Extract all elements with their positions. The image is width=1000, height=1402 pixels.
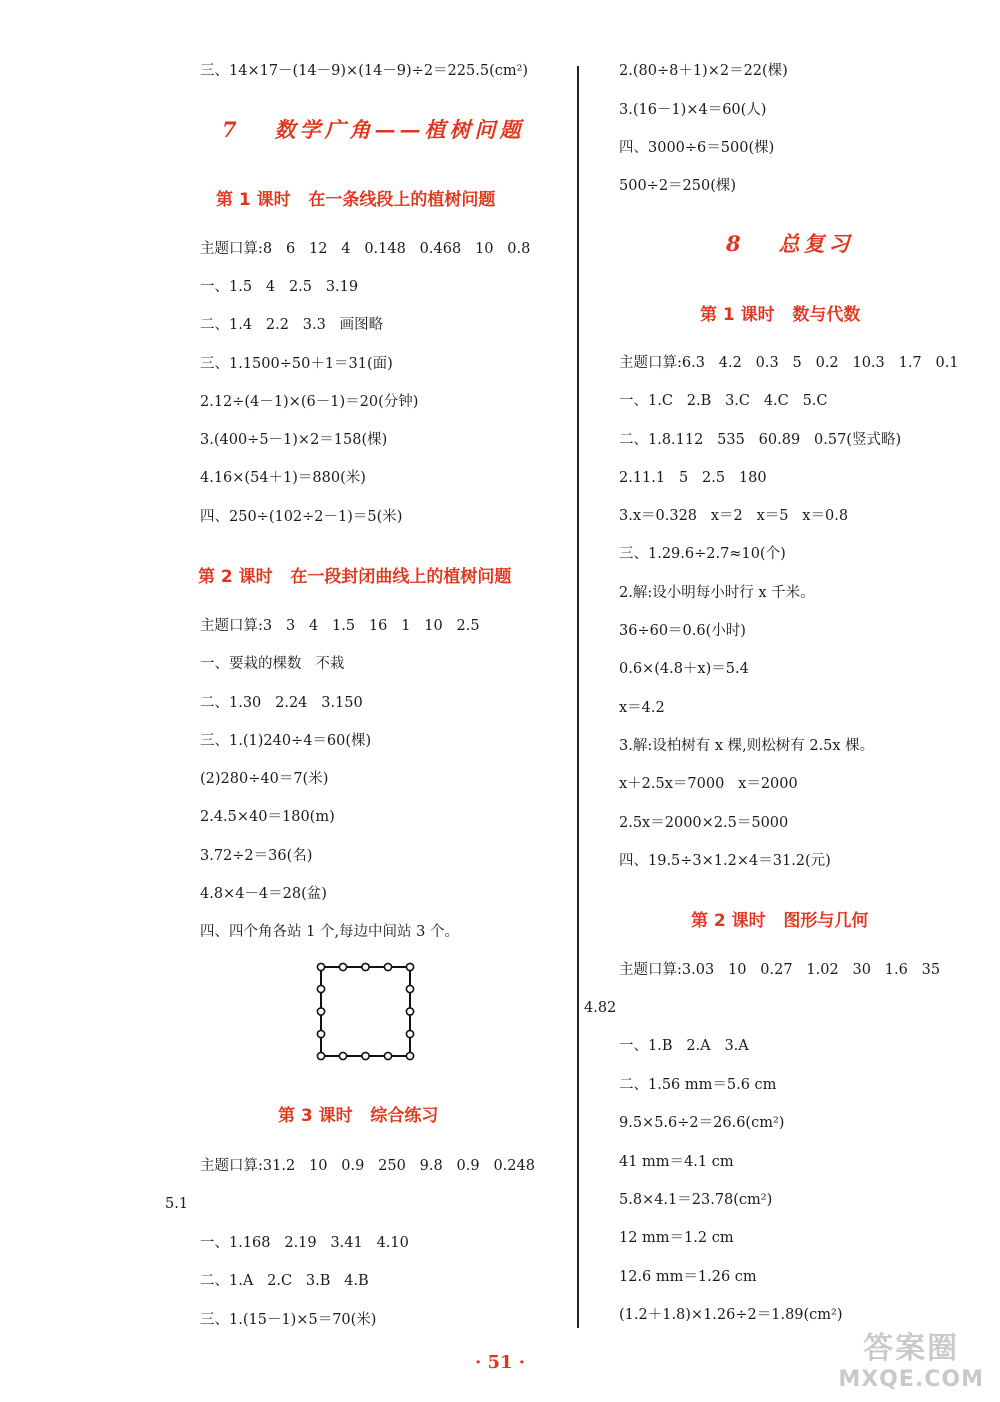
answer-line: 三、1.(1)240÷4＝60(棵) [200,733,372,749]
answer-line: 12.6 mm＝1.26 cm [619,1269,757,1285]
tree-point [362,963,369,970]
answer-line: 一、1.C 2.B 3.C 4.C 5.C [619,393,828,409]
answer-line: (1.2＋1.8)×1.26÷2＝1.89(cm²) [619,1307,843,1323]
answer-line: 4.16×(54＋1)＝880(米) [200,470,366,486]
answer-line: 2.(80÷8＋1)×2＝22(棵) [619,63,788,79]
answer-line: 2.12÷(4－1)×(6－1)＝20(分钟) [200,394,419,410]
answer-line: 5.1 [165,1196,189,1212]
tree-point [406,1008,413,1015]
answer-line: 主题口算:6.3 4.2 0.3 5 0.2 10.3 1.7 0.1 [619,355,959,371]
answer-line: 一、1.5 4 2.5 3.19 [200,279,359,295]
answer-line: 二、1.A 2.C 3.B 4.B [200,1273,369,1289]
answer-line: 0.6×(4.8＋x)＝5.4 [619,661,749,677]
answer-line: 9.5×5.6÷2＝26.6(cm²) [619,1115,785,1131]
answer-line: 2.4.5×40＝180(m) [200,809,335,825]
answer-line: 四、250÷(102÷2－1)＝5(米) [200,509,403,525]
tree-point [339,963,346,970]
answer-line: 4.8×4－4＝28(盆) [200,886,327,902]
answer-line: 5.8×4.1＝23.78(cm²) [619,1192,773,1208]
lesson-title: 第 2 课时 在一段封闭曲线上的植树问题 [198,567,512,587]
square-tree-diagram [310,958,422,1066]
answer-line: 一、1.B 2.A 3.A [619,1038,749,1054]
answer-line: 3.72÷2＝36(名) [200,848,313,864]
tree-points [317,963,413,1059]
lesson-title: 第 1 课时 数与代数 [700,305,861,325]
answer-line: (2)280÷40＝7(米) [200,771,329,787]
answer-line: 主题口算:3 3 4 1.5 16 1 10 2.5 [200,618,480,634]
answer-line: 3.解:设柏树有 x 棵,则松树有 2.5x 棵。 [619,738,875,754]
tree-point [384,1052,391,1059]
lesson-title: 第 3 课时 综合练习 [278,1106,439,1126]
tree-point [317,1052,324,1059]
tree-point [384,963,391,970]
column-divider [577,66,579,1328]
chapter-title: 8 总复习 [726,231,854,256]
tree-point [317,1030,324,1037]
answer-line: 四、19.5÷3×1.2×4＝31.2(元) [619,853,831,869]
watermark-url: MXQE.COM [838,1367,984,1392]
watermark-logo [838,1323,984,1392]
answer-line: x＝4.2 [619,700,665,716]
answer-line: 2.解:设小明每小时行 x 千米。 [619,585,815,601]
answer-line: 三、1.29.6÷2.7≈10(个) [619,546,786,562]
answer-line: 36÷60＝0.6(小时) [619,623,746,639]
answer-line: 一、1.168 2.19 3.41 4.10 [200,1235,409,1251]
tree-point [317,985,324,992]
chapter-title: 7 数学广角——植树问题 [222,117,525,142]
answer-line: 3.(16－1)×4＝60(人) [619,102,767,118]
answer-line: 2.5x＝2000×2.5＝5000 [619,815,789,831]
answer-line: 500÷2＝250(棵) [619,178,737,194]
answer-line: 主题口算:3.03 10 0.27 1.02 30 1.6 35 [619,962,941,978]
answer-line: 2.11.1 5 2.5 180 [619,470,767,486]
answer-line: 3.(400÷5－1)×2＝158(棵) [200,432,388,448]
answer-line: 二、1.4 2.2 3.3 画图略 [200,317,384,333]
answer-line: 二、1.8.112 535 60.89 0.57(竖式略) [619,432,902,448]
tree-point [406,1030,413,1037]
answer-line: x＋2.5x＝7000 x＝2000 [619,776,798,792]
answer-line: 主题口算:31.2 10 0.9 250 9.8 0.9 0.248 [200,1158,535,1174]
answer-line: 二、1.56 mm＝5.6 cm [619,1077,777,1093]
answer-line: 三、1.(15－1)×5＝70(米) [200,1312,377,1328]
answer-line: 4.82 [584,1000,617,1016]
answer-line: 一、要栽的棵数 不栽 [200,656,345,672]
lesson-title: 第 1 课时 在一条线段上的植树问题 [216,190,496,210]
answer-line: 主题口算:8 6 12 4 0.148 0.468 10 0.8 [200,241,531,257]
tree-point [406,1052,413,1059]
answer-line: 四、3000÷6＝500(棵) [619,140,775,156]
answer-line: 41 mm＝4.1 cm [619,1154,734,1170]
tree-point [406,963,413,970]
answer-line: 三、1.1500÷50＋1＝31(面) [200,356,393,372]
lesson-title: 第 2 课时 图形与几何 [691,911,869,931]
tree-point [406,985,413,992]
answer-line: 12 mm＝1.2 cm [619,1230,734,1246]
answer-line: 三、14×17－(14－9)×(14－9)÷2＝225.5(cm²) [200,63,529,79]
tree-point [317,1008,324,1015]
answer-line: 四、四个角各站 1 个,每边中间站 3 个。 [200,924,459,940]
watermark-text: 答案圈 [863,1331,960,1366]
tree-point [317,963,324,970]
answer-line: 二、1.30 2.24 3.150 [200,695,363,711]
answer-line: 3.x＝0.328 x＝2 x＝5 x＝0.8 [619,508,849,524]
tree-point [339,1052,346,1059]
page-number: · 51 · [474,1352,526,1373]
square-outline [321,967,410,1056]
tree-point [362,1052,369,1059]
